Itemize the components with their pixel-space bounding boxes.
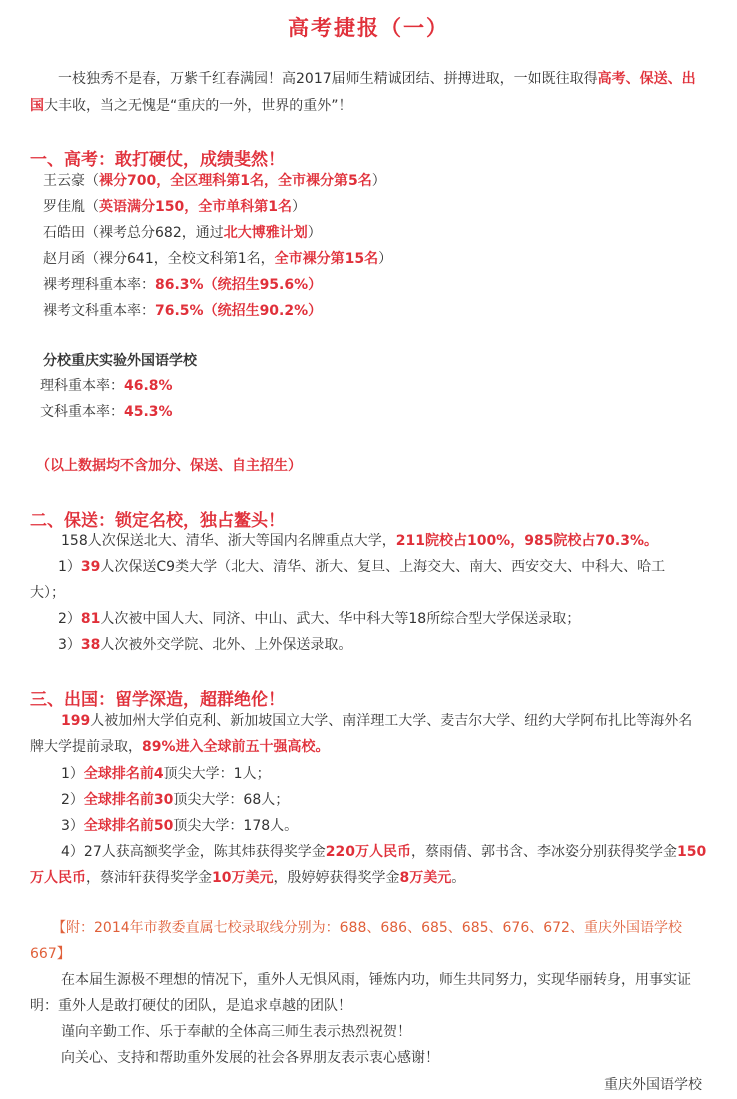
closing-paragraph-line-1: 在本届生源极不理想的情况下，重外人无惧风雨，锤炼内功，师生共同努力，实现华丽转身，用事实证 bbox=[61, 972, 691, 988]
list-item bbox=[43, 276, 322, 295]
item-highlight: 英语满分150，全市单科第1名 bbox=[99, 199, 292, 215]
list-item bbox=[43, 224, 322, 243]
intro-line-2 bbox=[30, 97, 353, 116]
item-text: ） bbox=[307, 225, 322, 241]
item-highlight: 81 bbox=[80, 611, 101, 627]
list-item bbox=[43, 172, 386, 191]
closing-thanks: 向关心、支持和帮助重外发展的社会各界朋友表示衷心感谢！ bbox=[61, 1050, 439, 1066]
list-item bbox=[61, 817, 298, 836]
section-2-heading: 二、保送：锁定名校，独占鳌头！ bbox=[30, 511, 285, 531]
item-highlight: 万人民币 bbox=[30, 870, 86, 886]
item-highlight: 全市裸分第15名 bbox=[274, 251, 379, 267]
item-highlight: 211院校占100%，985院校占70.3%。 bbox=[395, 533, 659, 549]
item-text: 4）27人获高额奖学金，陈其炜获得奖学金 bbox=[61, 844, 326, 860]
item-highlight: 46.8% bbox=[124, 378, 173, 394]
item-text: 1） bbox=[61, 766, 84, 782]
signature: 重庆外国语学校 bbox=[604, 1077, 702, 1093]
item-text: 罗佳胤（ bbox=[43, 199, 99, 215]
item-text: 裸考理科重本率： bbox=[43, 277, 155, 293]
branch-title: 分校重庆实验外国语学校 bbox=[43, 353, 197, 369]
item-text: 1） bbox=[58, 559, 81, 575]
item-highlight: 北大博雅计划 bbox=[223, 225, 308, 241]
item-highlight: 38 bbox=[80, 637, 101, 653]
item-text: 顶尖大学：68人； bbox=[173, 792, 290, 808]
list-item bbox=[40, 377, 173, 396]
item-text: 顶尖大学：178人。 bbox=[173, 818, 299, 834]
item-text: 王云豪（ bbox=[43, 173, 99, 189]
item-text: ，殷婷婷获得奖学金 bbox=[273, 870, 400, 886]
item-text: 牌大学提前录取， bbox=[30, 739, 142, 755]
intro-text: 一枝独秀不是春，万紫千红春满园！高2017届师生精诚团结、拼搏进取，一如既往取得 bbox=[58, 71, 598, 87]
section-1-heading: 一、高考：敢打硬仗，成绩斐然！ bbox=[30, 150, 285, 170]
intro-text: 大丰收，当之无愧是“重庆的一外，世界的重外”！ bbox=[44, 98, 353, 114]
item-text: 石皓田（裸考总分682，通过 bbox=[43, 225, 224, 241]
item-text: 赵月函（裸分641，全校文科第1名， bbox=[43, 251, 275, 267]
item-text: ，蔡雨倩、郭书含、李冰姿分别获得奖学金 bbox=[410, 844, 677, 860]
list-item bbox=[61, 765, 271, 784]
item-text: 。 bbox=[451, 870, 466, 886]
item-text: 人次保送C9类大学（北大、清华、浙大、复旦、上海交大、南大、西安交大、中科大、哈工 bbox=[100, 559, 666, 575]
list-item bbox=[61, 843, 706, 862]
list-item bbox=[43, 302, 322, 321]
item-highlight: 8万美元 bbox=[399, 870, 452, 886]
item-highlight: 89%进入全球前五十强高校。 bbox=[142, 739, 330, 755]
item-highlight: 全球排名前30 bbox=[83, 792, 174, 808]
item-text: 人次被中国人大、同济、中山、武大、华中科大等18所综合型大学保送录取； bbox=[100, 611, 581, 627]
item-highlight: 裸分700，全区理科第1名，全市裸分第5名 bbox=[99, 173, 372, 189]
list-item-continued bbox=[30, 869, 465, 888]
item-text: 3） bbox=[61, 818, 84, 834]
section-3-heading: 三、出国：留学深造，超群绝伦！ bbox=[30, 690, 285, 710]
appendix-line-1: 【附：2014年市教委直属七校录取线分别为：688、686、685、685、676、672、重庆外国语学校 bbox=[52, 920, 682, 936]
section-3-lead-continued bbox=[30, 738, 330, 757]
item-text: ，蔡沛轩获得奖学金 bbox=[86, 870, 212, 886]
intro-highlight: 高考、保送、出 bbox=[597, 71, 696, 87]
list-item bbox=[43, 250, 392, 269]
item-highlight: 199 bbox=[61, 713, 91, 729]
list-item bbox=[58, 558, 665, 577]
list-item bbox=[40, 403, 173, 422]
item-text: 顶尖大学：1人； bbox=[163, 766, 271, 782]
item-text: ） bbox=[378, 251, 393, 267]
item-text: 人次被外交学院、北外、上外保送录取。 bbox=[100, 637, 353, 653]
page-title: 高考捷报（一） bbox=[288, 16, 449, 40]
item-text: 理科重本率： bbox=[40, 378, 124, 394]
item-highlight: 45.3% bbox=[124, 404, 173, 420]
item-text: 2） bbox=[61, 792, 84, 808]
list-item bbox=[58, 636, 352, 655]
item-highlight: 86.3%（统招生95.6%） bbox=[155, 277, 323, 293]
item-highlight: 220万人民币 bbox=[325, 844, 411, 860]
item-highlight: 150 bbox=[676, 844, 707, 860]
section-2-lead bbox=[61, 532, 658, 551]
item-text: ） bbox=[371, 173, 386, 189]
closing-congratulations: 谨向辛勤工作、乐于奉献的全体高三师生表示热烈祝贺！ bbox=[61, 1024, 411, 1040]
item-text: 文科重本率： bbox=[40, 404, 124, 420]
appendix-line-2: 667】 bbox=[30, 946, 71, 962]
item-text: 3） bbox=[58, 637, 81, 653]
list-item bbox=[43, 198, 306, 217]
intro-line-1 bbox=[58, 70, 696, 89]
item-text: 人被加州大学伯克利、新加坡国立大学、南洋理工大学、麦吉尔大学、纽约大学阿布扎比等海外名 bbox=[90, 713, 693, 729]
closing-paragraph-line-2: 明：重外人是敢打硬仗的团队，是追求卓越的团队！ bbox=[30, 998, 352, 1014]
item-text: 2） bbox=[58, 611, 81, 627]
intro-highlight: 国 bbox=[30, 98, 44, 114]
item-highlight: 10万美元 bbox=[212, 870, 274, 886]
data-note: （以上数据均不含加分、保送、自主招生） bbox=[36, 458, 302, 474]
item-highlight: 全球排名前4 bbox=[83, 766, 164, 782]
item-text: 158人次保送北大、清华、浙大等国内名牌重点大学， bbox=[61, 533, 396, 549]
item-text: 裸考文科重本率： bbox=[43, 303, 155, 319]
item-highlight: 39 bbox=[80, 559, 101, 575]
item-highlight: 76.5%（统招生90.2%） bbox=[155, 303, 323, 319]
list-item bbox=[58, 610, 580, 629]
list-item bbox=[61, 791, 289, 810]
item-text: ） bbox=[291, 199, 306, 215]
item-highlight: 全球排名前50 bbox=[83, 818, 174, 834]
list-item-continued: 大）； bbox=[30, 585, 65, 601]
section-3-lead bbox=[61, 712, 692, 731]
